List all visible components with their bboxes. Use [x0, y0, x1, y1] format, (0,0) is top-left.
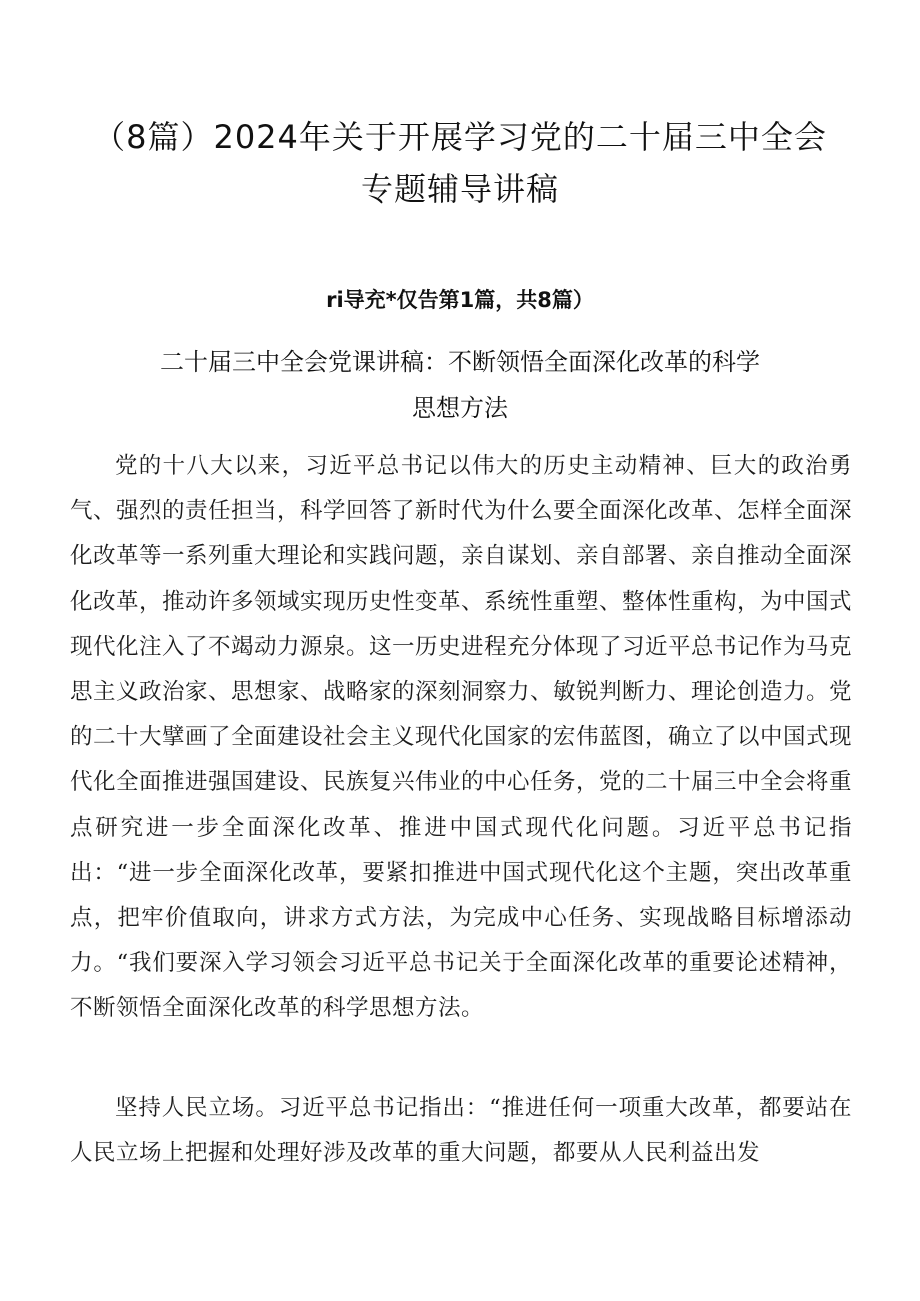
body-paragraph-1: 党的十八大以来，习近平总书记以伟大的历史主动精神、巨大的政治勇气、强烈的责任担当，科学回答了新时代为什么要全面深化改革、怎样全面深化改革等一系列重大理论和实践问题，亲自谋划、亲自部署、亲自推动全面深化改革，推动许多领域实现历史性变革、系统性重塑、整体性重构，为中国式现代化注入了不竭动力源泉。这一历史进程充分体现了习近平总书记作为马克思主义政治家、思想家、战略家的深刻洞察力、敏锐判断力、理论创造力。党的二十大擘画了全面建设社会主义现代化国家的宏伟蓝图，确立了以中国式现代化全面推进强国建设、民族复兴伟业的中心任务，党的二十届三中全会将重点研究进一步全面深化改革、推进中国式现代化问题。习近平总书记指出：“进一步全面深化改革，要紧扣推进中国式现代化这个主题，突出改革重点，把牢价值取向，讲求方式方法，为完成中心任务、实现战略目标增添动力。“我们要深入学习领会习近平总书记关于全面深化改革的重要论述精神，不断领悟全面深化改革的科学思想方法。 — [70, 453, 853, 1022]
document-title-line-1: （8篇）2024年关于开展学习党的二十届三中全会 — [93, 118, 827, 156]
document-title-line-2: 专题辅导讲稿 — [360, 170, 559, 208]
section-title-line-2: 思想方法 — [412, 394, 508, 422]
body-paragraph-2: 坚持人民立场。习近平总书记指出：“推进任何一项重大改革，都要站在人民立场上把握和处理好涉及改革的重大问题，都要从人民利益出发 — [70, 1095, 852, 1167]
section-title-line-1: 二十届三中全会党课讲稿：不断领悟全面深化改革的科学 — [160, 348, 760, 376]
section-label: ri导充*仅告第1篇，共8篇） — [326, 288, 594, 312]
